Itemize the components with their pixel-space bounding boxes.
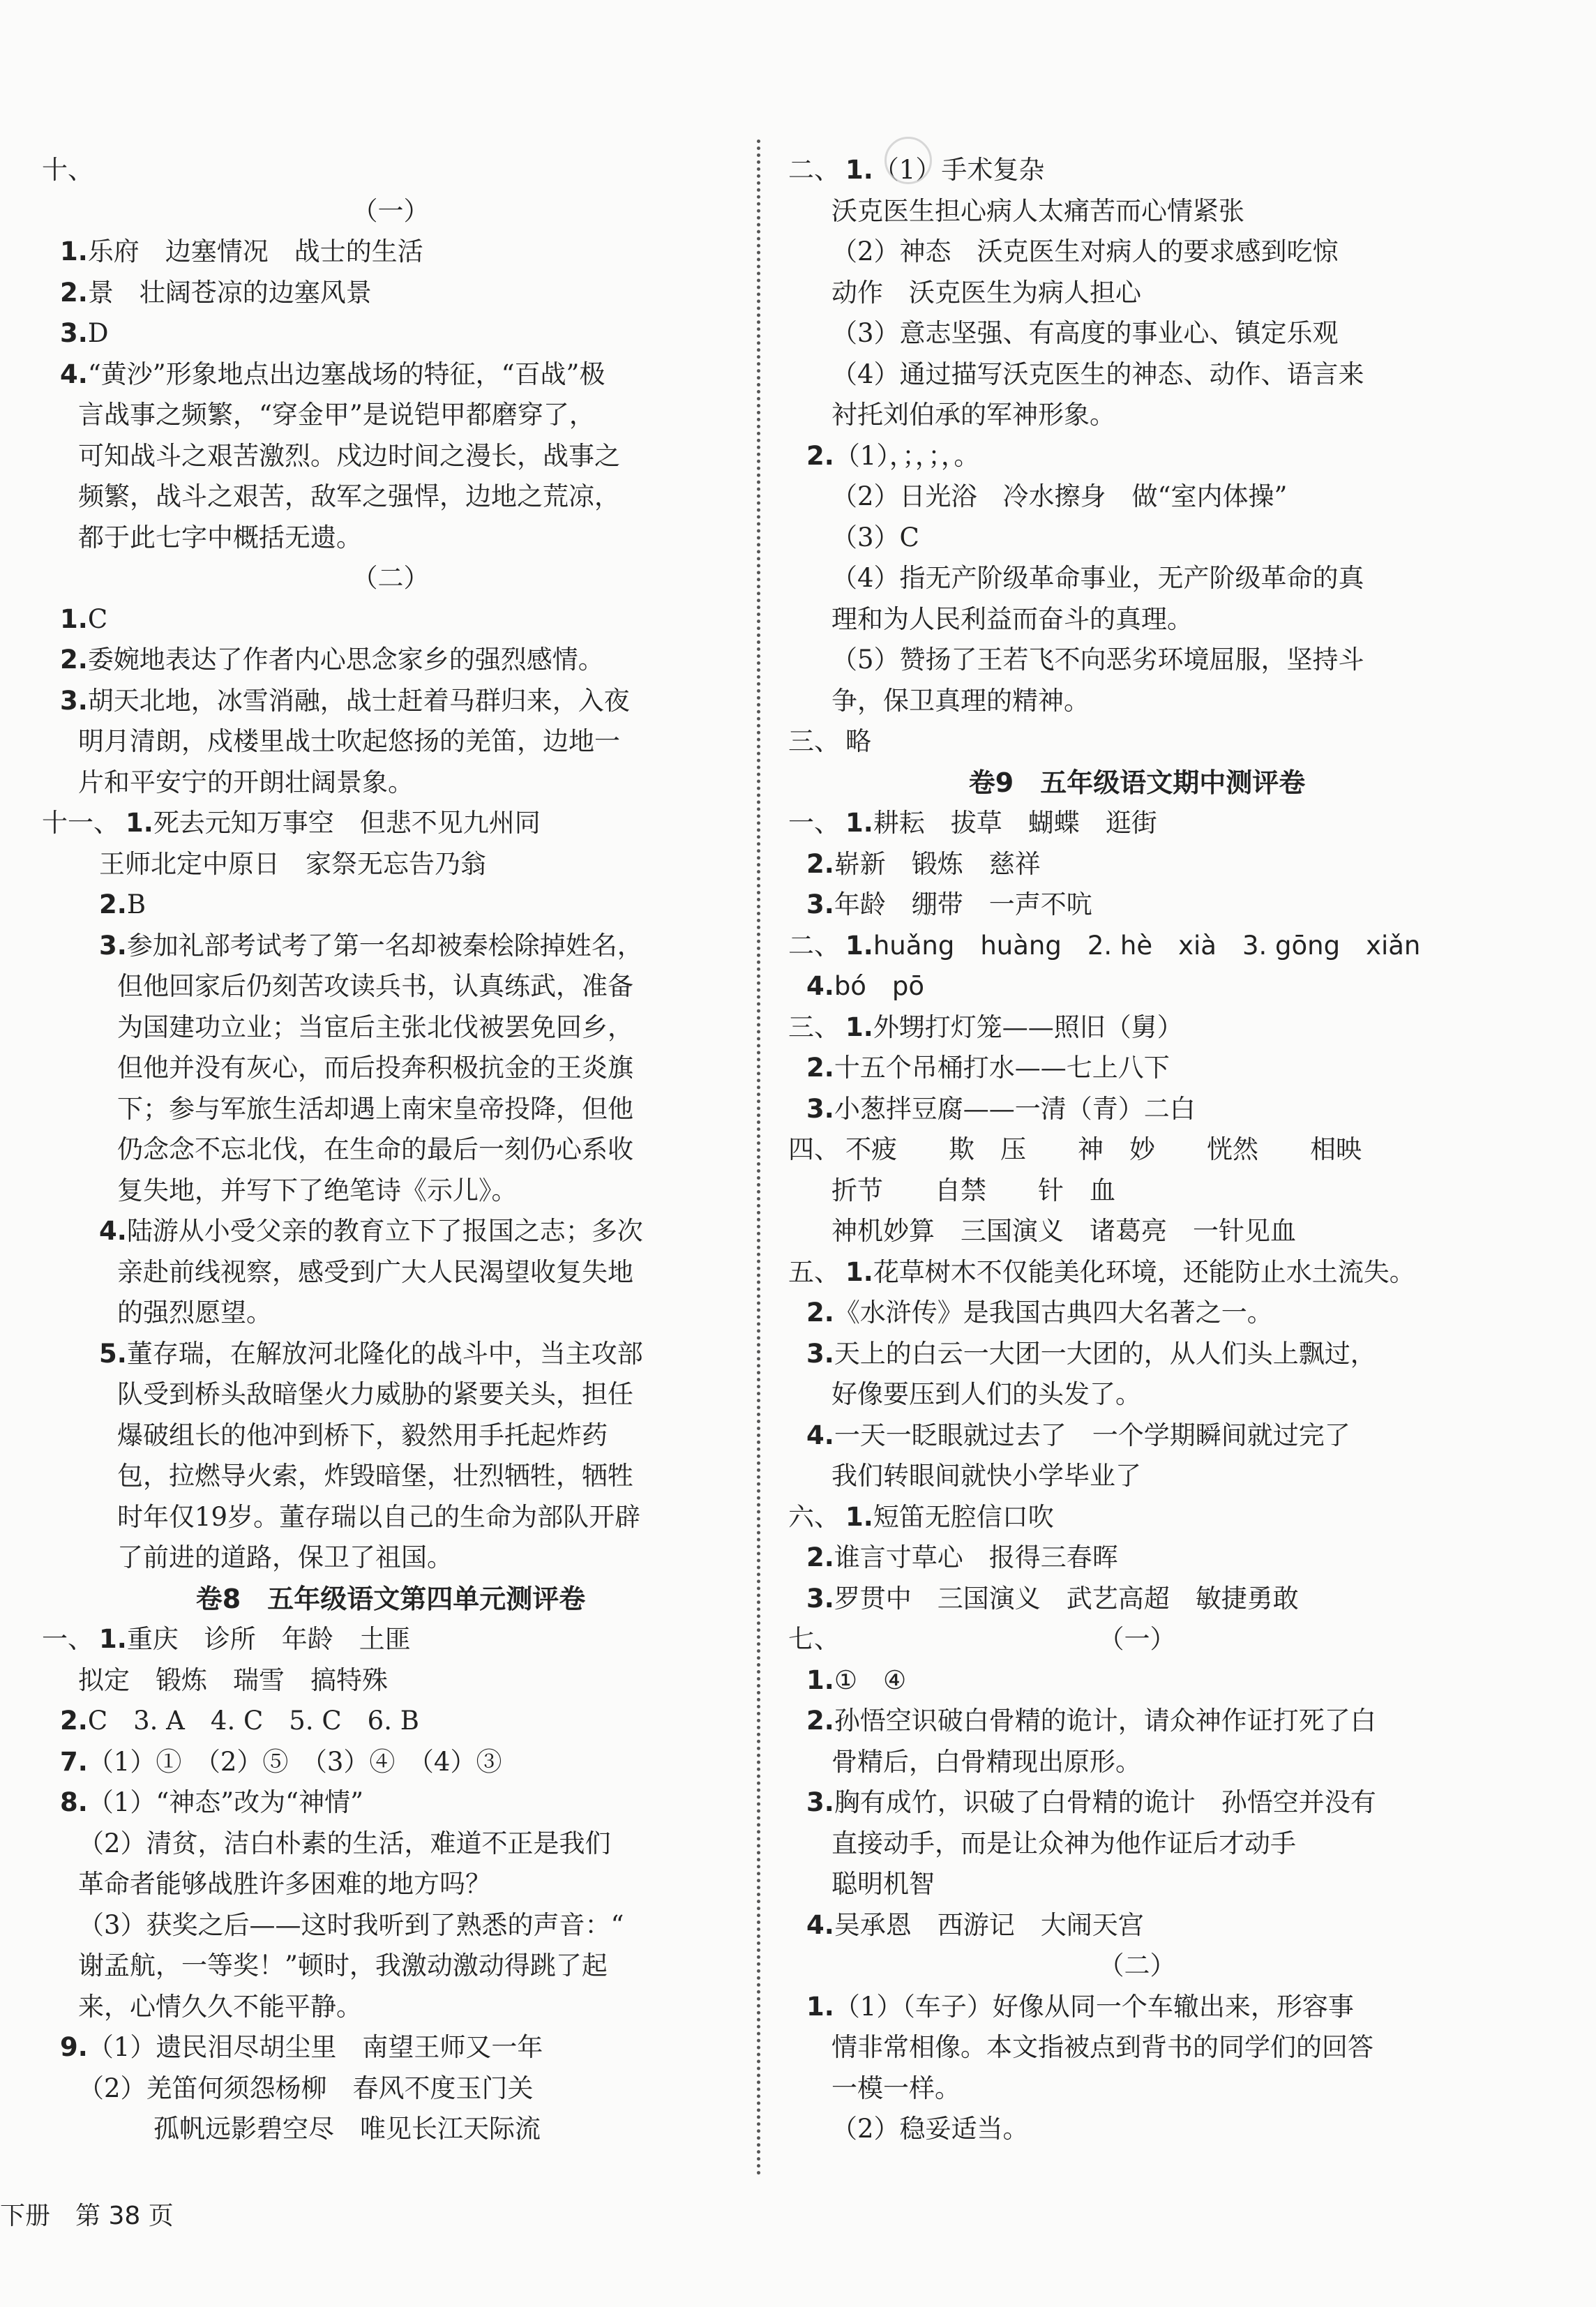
right-line bbox=[788, 2068, 1486, 2110]
answer-text: （二） bbox=[1098, 1951, 1176, 1981]
item-number: 1. bbox=[60, 603, 88, 634]
item-number: 2. bbox=[806, 1298, 834, 1328]
answer-text: 亲赴前线视察，感受到广大人民渴望收复失地 bbox=[117, 1256, 633, 1287]
answer-text: 我们转眼间就快小学毕业了 bbox=[831, 1461, 1141, 1491]
item-number: 2. bbox=[806, 848, 834, 879]
answer-text: 一天一眨眼就过去了 一个学期瞬间就过完了 bbox=[834, 1420, 1350, 1450]
left-line bbox=[42, 273, 739, 314]
right-line bbox=[788, 1171, 1486, 1212]
left-line bbox=[42, 1619, 739, 1660]
item-number: 4. bbox=[60, 359, 88, 389]
answer-text: 但他并没有灰心，而后投奔积极抗金的王炎旗 bbox=[117, 1053, 633, 1083]
answer-text: 情非常相像。本文指被点到背书的同学们的回答 bbox=[831, 2032, 1373, 2062]
answer-text: 的强烈愿望。 bbox=[117, 1298, 272, 1328]
answer-text: 一模一样。 bbox=[831, 2073, 961, 2103]
answer-text: ① ④ bbox=[834, 1665, 907, 1695]
item-number: 1. bbox=[845, 1012, 873, 1042]
left-column bbox=[42, 150, 739, 2150]
right-line bbox=[788, 681, 1486, 722]
section-marker: 三、 bbox=[788, 1012, 840, 1042]
answer-text: 董存瑞，在解放河北隆化的战斗中，当主攻部 bbox=[126, 1338, 643, 1369]
answer-text: 但他回家后仍刻苦攻读兵书，认真练武，准备 bbox=[117, 971, 633, 1001]
right-line bbox=[788, 1374, 1486, 1415]
section-marker: 五、 bbox=[788, 1256, 840, 1287]
item-number: 2. bbox=[806, 1542, 834, 1572]
answer-text: （3）意志坚强、有高度的事业心、镇定乐观 bbox=[831, 318, 1339, 348]
right-line bbox=[788, 436, 1486, 477]
left-line bbox=[42, 1946, 739, 1987]
item-number: 2. bbox=[99, 889, 127, 919]
answer-text: 言战事之频繁，“穿金甲”是说铠甲都磨穿了， bbox=[78, 400, 595, 430]
left-line bbox=[42, 599, 739, 640]
left-line bbox=[42, 2109, 739, 2150]
answer-text: 好像要压到人们的头发了。 bbox=[831, 1379, 1141, 1409]
answer-text: 片和平安宁的开朗壮阔景象。 bbox=[78, 767, 414, 797]
answer-text: 孤帆远影碧空尽 唯见长江天际流 bbox=[153, 2114, 541, 2144]
section-marker: 六、 bbox=[788, 1501, 840, 1532]
left-line bbox=[42, 1334, 739, 1375]
answer-text: （1）（车子）好像从同一个车辙出来，形容事 bbox=[834, 1991, 1354, 2022]
right-line bbox=[788, 1619, 1486, 1660]
right-line bbox=[788, 191, 1486, 232]
item-number: 5. bbox=[99, 1338, 127, 1369]
answer-text: 孙悟空识破白骨精的诡计，请众神作证打死了白 bbox=[834, 1706, 1376, 1736]
answer-text: （4）指无产阶级革命事业，无产阶级革命的真 bbox=[831, 563, 1364, 593]
right-line bbox=[788, 1824, 1486, 1865]
item-number: 4. bbox=[806, 1420, 834, 1450]
answer-text: 委婉地表达了作者内心思念家乡的强烈感情。 bbox=[87, 645, 604, 675]
answer-text: 为国建功立业；当宦后主张北伐被罢免回乡， bbox=[117, 1012, 633, 1042]
answer-text: huǎng huàng 2. hè xià 3. gōng xiǎn bbox=[873, 930, 1421, 961]
answer-text: 沃克医生担心病人太痛苦而心情紧张 bbox=[831, 195, 1244, 226]
left-line bbox=[42, 2027, 739, 2068]
left-line bbox=[42, 1660, 739, 1701]
right-line bbox=[788, 273, 1486, 314]
section-marker: 十、 bbox=[42, 155, 93, 185]
item-number: 1. bbox=[845, 808, 873, 838]
answer-text: （1）“神态”改为“神情” bbox=[87, 1787, 364, 1817]
answer-text: 不疲 欺 压 神 妙 恍然 相映 bbox=[845, 1134, 1362, 1164]
answer-text: （2）神态 沃克医生对病人的要求感到吃惊 bbox=[831, 236, 1339, 266]
watermark-stamp bbox=[884, 137, 932, 184]
answer-text: 下；参与军旅生活却遇上南宋皇帝投降，但他 bbox=[117, 1093, 633, 1124]
right-line bbox=[788, 1701, 1486, 1742]
test-title: 卷9 五年级语文期中测评卷 bbox=[968, 767, 1306, 798]
answer-text: （一） bbox=[1098, 1624, 1176, 1654]
answer-text: （1）遗民泪尽胡尘里 南望王师又一年 bbox=[87, 2032, 543, 2062]
answer-text: 吴承恩 西游记 大闹天宫 bbox=[834, 1909, 1144, 1940]
answer-text: 频繁，战斗之艰苦，敌军之强悍，边地之荒凉， bbox=[78, 481, 620, 511]
item-number: 2. bbox=[60, 645, 88, 675]
right-line bbox=[788, 1660, 1486, 1701]
section-marker: 七、 bbox=[788, 1624, 840, 1654]
section-marker: 十一、 bbox=[42, 808, 119, 838]
left-line bbox=[42, 191, 739, 232]
right-line bbox=[788, 844, 1486, 885]
item-number: 1. bbox=[806, 1991, 834, 2022]
right-line bbox=[788, 762, 1486, 804]
answer-text: 队受到桥头敌暗堡火力威胁的紧要关头，担任 bbox=[117, 1379, 633, 1409]
answer-text: 都于此七字中概括无遗。 bbox=[78, 522, 362, 553]
right-line bbox=[788, 1742, 1486, 1783]
answer-text: 花草树木不仅能美化环境，还能防止水土流失。 bbox=[873, 1256, 1415, 1287]
answer-text: 景 壮阔苍凉的边塞风景 bbox=[87, 277, 372, 308]
right-line bbox=[788, 476, 1486, 518]
item-number: 1. bbox=[99, 1624, 127, 1654]
right-line bbox=[788, 1579, 1486, 1620]
answer-text: 谁言寸草心 报得三春晖 bbox=[834, 1542, 1118, 1572]
left-line bbox=[42, 150, 739, 191]
answer-text: （1），；，；，。 bbox=[834, 440, 980, 471]
page-footer: 下册 第 38 页 bbox=[0, 2202, 174, 2230]
right-column bbox=[788, 150, 1486, 2150]
left-line bbox=[42, 1374, 739, 1415]
item-number: 4. bbox=[806, 971, 834, 1001]
item-number: 1. bbox=[806, 1665, 834, 1695]
section-marker: 四、 bbox=[788, 1134, 840, 1164]
item-number: 2. bbox=[60, 277, 88, 308]
left-line bbox=[42, 1538, 739, 1579]
left-line bbox=[42, 232, 739, 273]
answer-text: 罗贯中 三国演义 武艺高超 敏捷勇敢 bbox=[834, 1583, 1299, 1614]
left-line bbox=[42, 1252, 739, 1293]
right-line bbox=[788, 2109, 1486, 2150]
answer-text: 参加礼部考试考了第一名却被秦桧除掉姓名， bbox=[126, 930, 643, 961]
right-line bbox=[788, 232, 1486, 273]
answer-text: 明月清朗，戍楼里战士吹起悠扬的羌笛，边地一 bbox=[78, 726, 620, 756]
answer-text: 时年仅19岁。董存瑞以自己的生命为部队开辟 bbox=[117, 1501, 641, 1532]
left-line bbox=[42, 558, 739, 599]
left-line bbox=[42, 395, 739, 436]
item-number: 3. bbox=[806, 889, 834, 919]
right-line bbox=[788, 1538, 1486, 1579]
answer-text: 小葱拌豆腐——一清（青）二白 bbox=[834, 1093, 1196, 1124]
answer-text: 十五个吊桶打水——七上八下 bbox=[834, 1053, 1170, 1083]
left-line bbox=[42, 1497, 739, 1538]
answer-text: 爆破组长的他冲到桥下，毅然用手托起炸药 bbox=[117, 1420, 608, 1450]
answer-text: 衬托刘伯承的军神形象。 bbox=[831, 400, 1115, 430]
left-line bbox=[42, 1824, 739, 1865]
answer-text: 理和为人民利益而奋斗的真理。 bbox=[831, 603, 1193, 634]
answer-text: C 3. A 4. C 5. C 6. B bbox=[87, 1706, 419, 1736]
left-line bbox=[42, 885, 739, 926]
section-marker: 一、 bbox=[42, 1624, 93, 1654]
right-line bbox=[788, 1211, 1486, 1252]
right-line bbox=[788, 1497, 1486, 1538]
left-line bbox=[42, 1048, 739, 1089]
left-line bbox=[42, 1864, 739, 1905]
left-line bbox=[42, 1293, 739, 1334]
right-line bbox=[788, 558, 1486, 599]
item-number: 3. bbox=[806, 1787, 834, 1817]
answer-text: （2）日光浴 冷水擦身 做“室内体操” bbox=[831, 481, 1288, 511]
left-line bbox=[42, 476, 739, 518]
column-divider bbox=[757, 140, 760, 2177]
answer-text: 耕耘 拔草 蝴蝶 逛街 bbox=[873, 808, 1157, 838]
item-number: 2. bbox=[806, 440, 834, 471]
left-line bbox=[42, 1007, 739, 1049]
right-line bbox=[788, 2027, 1486, 2068]
left-line bbox=[42, 1211, 739, 1252]
left-line bbox=[42, 1742, 739, 1783]
answer-text: B bbox=[126, 889, 146, 919]
left-line bbox=[42, 1987, 739, 2028]
right-line bbox=[788, 966, 1486, 1007]
right-line bbox=[788, 1415, 1486, 1457]
right-line bbox=[788, 1864, 1486, 1905]
left-line bbox=[42, 1456, 739, 1497]
answer-text: （1）手术复杂 bbox=[873, 155, 1045, 185]
item-number: 4. bbox=[806, 1909, 834, 1940]
answer-text: 王师北定中原日 家祭无忘告乃翁 bbox=[99, 848, 486, 879]
answer-text: （2）羌笛何须怨杨柳 春风不度玉门关 bbox=[78, 2073, 534, 2103]
left-line bbox=[42, 721, 739, 762]
left-line bbox=[42, 1905, 739, 1946]
item-number: 3. bbox=[806, 1583, 834, 1614]
left-line bbox=[42, 1089, 739, 1130]
answer-text: 年龄 绷带 一声不吭 bbox=[834, 889, 1092, 919]
left-line bbox=[42, 313, 739, 354]
item-number: 1. bbox=[126, 808, 153, 838]
answer-text: 陆游从小受父亲的教育立下了报国之志；多次 bbox=[126, 1216, 643, 1246]
item-number: 1. bbox=[845, 1256, 873, 1287]
right-line bbox=[788, 1293, 1486, 1334]
item-number: 3. bbox=[99, 930, 127, 961]
left-line bbox=[42, 640, 739, 681]
item-number: 3. bbox=[806, 1093, 834, 1124]
item-number: 1. bbox=[845, 155, 873, 185]
left-line bbox=[42, 844, 739, 885]
left-line bbox=[42, 1171, 739, 1212]
answer-text: 谢孟航，一等奖！”顿时，我激动激动得跳了起 bbox=[78, 1951, 608, 1981]
right-line bbox=[788, 599, 1486, 640]
answer-text: （二） bbox=[352, 563, 430, 593]
answer-text: （5）赞扬了王若飞不向恶劣环境屈服，坚持斗 bbox=[831, 645, 1364, 675]
left-line bbox=[42, 926, 739, 967]
left-line bbox=[42, 1129, 739, 1171]
left-line bbox=[42, 1415, 739, 1457]
answer-text: 崭新 锻炼 慈祥 bbox=[834, 848, 1041, 879]
item-number: 2. bbox=[806, 1706, 834, 1736]
answer-text: （3）C bbox=[831, 522, 919, 553]
section-marker: 二、 bbox=[788, 155, 840, 185]
item-number: 2. bbox=[806, 1053, 834, 1083]
answer-text: （2）稳妥适当。 bbox=[831, 2114, 1029, 2144]
left-line bbox=[42, 1579, 739, 1620]
right-line bbox=[788, 1456, 1486, 1497]
right-line bbox=[788, 313, 1486, 354]
answer-text: D bbox=[87, 318, 109, 348]
answer-text: 包，拉燃导火索，炸毁暗堡，壮烈牺牲，牺牲 bbox=[117, 1461, 633, 1491]
answer-text: 折节 自禁 针 血 bbox=[831, 1175, 1115, 1205]
answer-text: （3）获奖之后——这时我听到了熟悉的声音：“ bbox=[78, 1909, 624, 1940]
right-line bbox=[788, 1987, 1486, 2028]
answer-text: 死去元知万事空 但悲不见九州同 bbox=[153, 808, 541, 838]
left-line bbox=[42, 803, 739, 844]
answer-text: （一） bbox=[352, 195, 430, 226]
right-line bbox=[788, 803, 1486, 844]
answer-text: bó pō bbox=[834, 971, 925, 1001]
right-line bbox=[788, 1946, 1486, 1987]
right-line bbox=[788, 926, 1486, 967]
item-number: 3. bbox=[60, 685, 88, 716]
answer-text: （2）清贫，洁白朴素的生活，难道不正是我们 bbox=[78, 1828, 611, 1858]
item-number: 1. bbox=[845, 930, 873, 961]
answer-text: 短笛无腔信口吹 bbox=[873, 1501, 1054, 1532]
item-number: 8. bbox=[60, 1787, 88, 1817]
right-line bbox=[788, 395, 1486, 436]
answer-text: 拟定 锻炼 瑞雪 搞特殊 bbox=[78, 1665, 388, 1695]
item-number: 3. bbox=[806, 1338, 834, 1369]
item-number: 4. bbox=[99, 1216, 127, 1246]
answer-text: 争，保卫真理的精神。 bbox=[831, 685, 1090, 716]
answer-text: 直接动手，而是让众神为他作证后才动手 bbox=[831, 1828, 1296, 1858]
left-line bbox=[42, 436, 739, 477]
answer-text: C bbox=[87, 603, 108, 634]
section-marker: 一、 bbox=[788, 808, 840, 838]
answer-text: 略 bbox=[845, 726, 871, 756]
left-line bbox=[42, 966, 739, 1007]
left-line bbox=[42, 762, 739, 804]
answer-text: 《水浒传》是我国古典四大名著之一。 bbox=[834, 1298, 1273, 1328]
answer-text: （4）通过描写沃克医生的神态、动作、语言来 bbox=[831, 359, 1364, 389]
left-line bbox=[42, 681, 739, 722]
answer-text: 重庆 诊所 年龄 土匪 bbox=[126, 1624, 411, 1654]
answer-text: “黄沙”形象地点出边塞战场的特征，“百战”极 bbox=[87, 359, 605, 389]
answer-text: 聪明机智 bbox=[831, 1869, 935, 1899]
right-line bbox=[788, 640, 1486, 681]
right-line bbox=[788, 1007, 1486, 1049]
right-line bbox=[788, 1905, 1486, 1946]
right-line bbox=[788, 1089, 1486, 1130]
item-number: 1. bbox=[845, 1501, 873, 1532]
left-line bbox=[42, 1701, 739, 1742]
answer-text: 复失地，并写下了绝笔诗《示儿》。 bbox=[117, 1175, 518, 1205]
answer-text: 革命者能够战胜许多困难的地方吗？ bbox=[78, 1869, 491, 1899]
right-line bbox=[788, 1334, 1486, 1375]
left-line bbox=[42, 1782, 739, 1824]
answer-text: 胡天北地，冰雪消融，战士赶着马群归来，入夜 bbox=[87, 685, 630, 716]
item-number: 1. bbox=[60, 236, 88, 266]
answer-text: 骨精后，白骨精现出原形。 bbox=[831, 1746, 1141, 1777]
right-line bbox=[788, 1782, 1486, 1824]
item-number: 3. bbox=[60, 318, 88, 348]
right-line bbox=[788, 354, 1486, 396]
right-line bbox=[788, 1048, 1486, 1089]
answer-text: 神机妙算 三国演义 诸葛亮 一针见血 bbox=[831, 1216, 1296, 1246]
answer-text: 乐府 边塞情况 战士的生活 bbox=[87, 236, 423, 266]
answer-text: 来，心情久久不能平静。 bbox=[78, 1991, 362, 2022]
item-number: 2. bbox=[60, 1706, 88, 1736]
answer-text: （1）① （2）⑤ （3）④ （4）③ bbox=[87, 1746, 502, 1777]
left-line bbox=[42, 518, 739, 559]
right-line bbox=[788, 885, 1486, 926]
left-line bbox=[42, 2068, 739, 2110]
answer-text: 了前进的道路，保卫了祖国。 bbox=[117, 1542, 453, 1572]
right-line bbox=[788, 518, 1486, 559]
test-title: 卷8 五年级语文第四单元测评卷 bbox=[195, 1583, 586, 1614]
answer-text: 胸有成竹，识破了白骨精的诡计 孙悟空并没有 bbox=[834, 1787, 1376, 1817]
section-marker: 二、 bbox=[788, 930, 840, 961]
section-marker: 三、 bbox=[788, 726, 840, 756]
answer-text: 外甥打灯笼——照旧（舅） bbox=[873, 1012, 1183, 1042]
item-number: 7. bbox=[60, 1746, 88, 1777]
right-line bbox=[788, 1129, 1486, 1171]
right-line bbox=[788, 1252, 1486, 1293]
answer-text: 仍念念不忘北伐，在生命的最后一刻仍心系收 bbox=[117, 1134, 633, 1164]
right-line bbox=[788, 721, 1486, 762]
answer-text: 天上的白云一大团一大团的，从人们头上飘过， bbox=[834, 1338, 1376, 1369]
item-number: 9. bbox=[60, 2032, 88, 2062]
answer-text: 可知战斗之艰苦激烈。戍边时间之漫长，战事之 bbox=[78, 440, 620, 471]
answer-text: 动作 沃克医生为病人担心 bbox=[831, 277, 1141, 308]
left-line bbox=[42, 354, 739, 396]
